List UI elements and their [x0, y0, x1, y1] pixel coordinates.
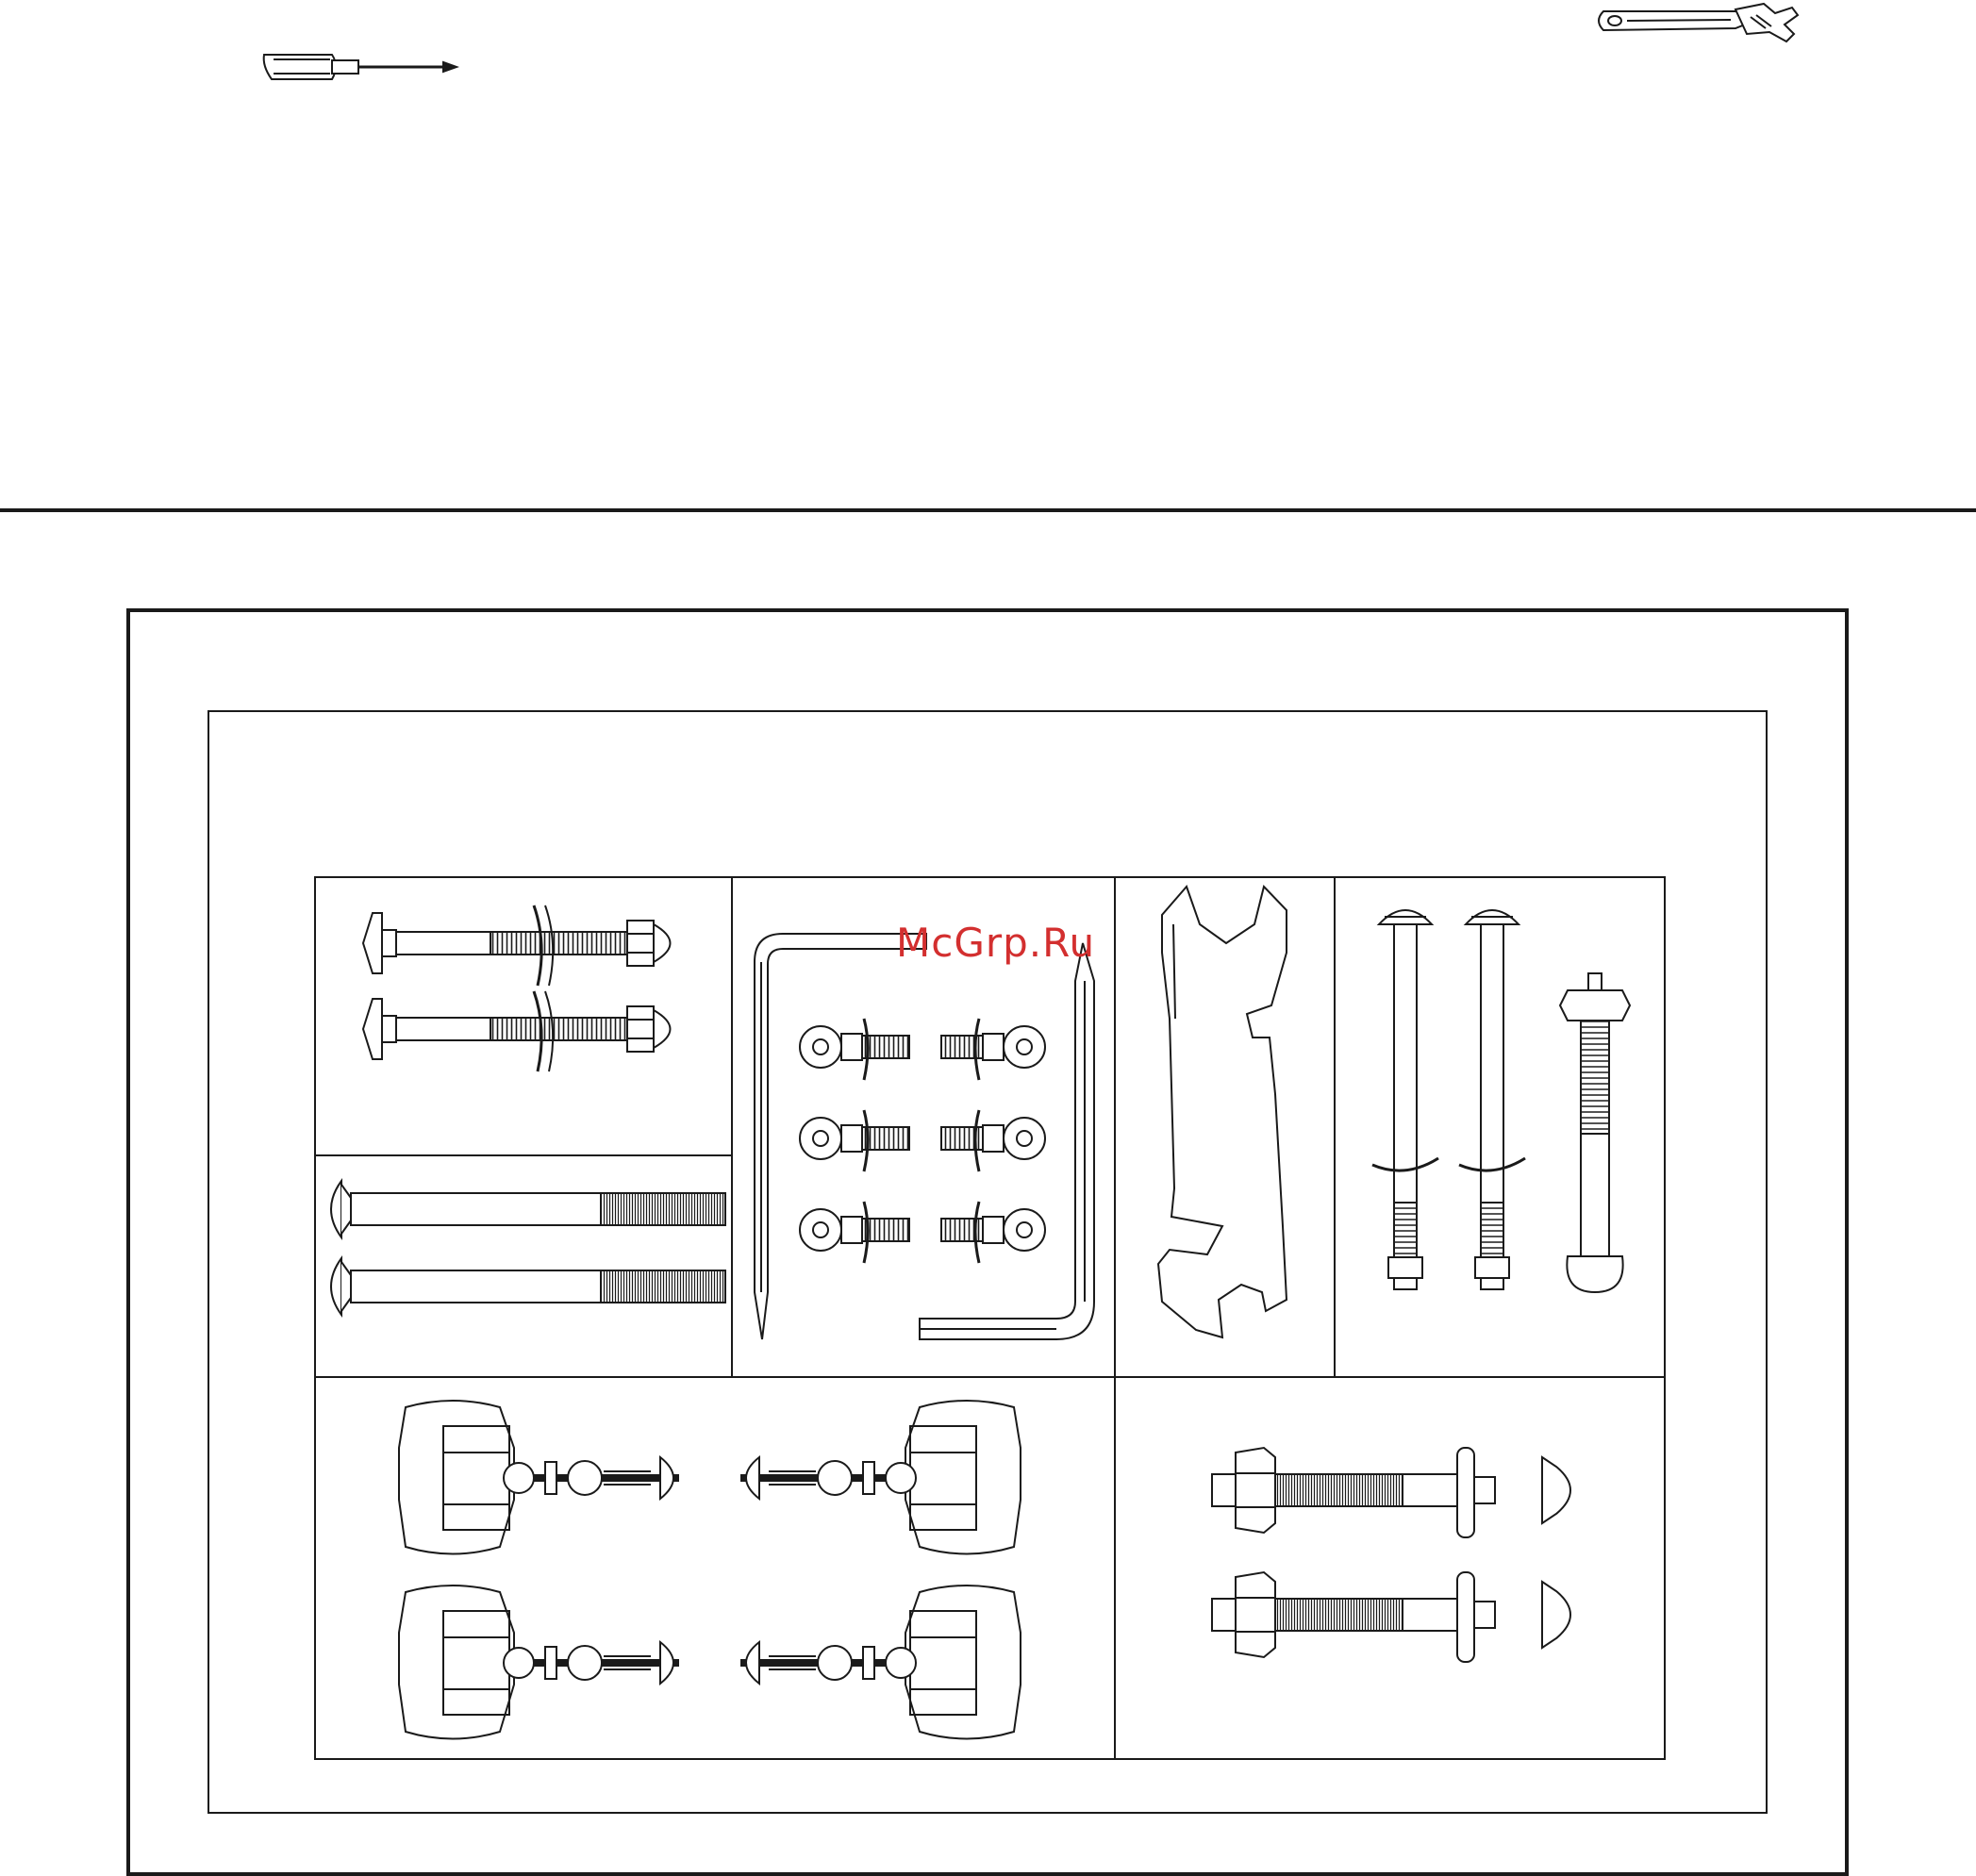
- small-screw: [800, 1019, 909, 1080]
- allen-keys-and-screws: [755, 934, 1094, 1339]
- long-bolt: [1372, 910, 1438, 1289]
- hex-bolt-assemblies: [1212, 1448, 1570, 1662]
- small-screw: [800, 1110, 909, 1171]
- hex-bolt: [1212, 1448, 1570, 1537]
- small-screw: [941, 1110, 1045, 1171]
- knob-bolt: [740, 1401, 1021, 1554]
- knob-bolt: [399, 1585, 679, 1739]
- carriage-bolt: [363, 905, 671, 986]
- knob-bolt-assemblies: [399, 1401, 1021, 1739]
- button-bolt: [331, 1258, 725, 1315]
- carriage-bolt: [363, 991, 671, 1071]
- adjustable-wrench-icon: [1599, 4, 1798, 42]
- small-screw: [941, 1202, 1045, 1263]
- hex-bolt-vertical: [1560, 973, 1630, 1292]
- carriage-bolt-set: [363, 905, 671, 1071]
- button-bolt: [331, 1181, 725, 1237]
- long-bolts-with-nuts: [1372, 910, 1630, 1292]
- watermark: McGrp.Ru: [896, 920, 1096, 966]
- long-button-bolts: [331, 1181, 725, 1315]
- knob-bolt: [740, 1585, 1021, 1739]
- screwdriver-icon: [264, 55, 457, 79]
- small-screw: [941, 1019, 1045, 1080]
- spanner-wrench: [1158, 887, 1287, 1337]
- knob-bolt: [399, 1401, 679, 1554]
- small-screw: [800, 1202, 909, 1263]
- hex-bolt: [1212, 1572, 1570, 1662]
- long-bolt: [1459, 910, 1525, 1289]
